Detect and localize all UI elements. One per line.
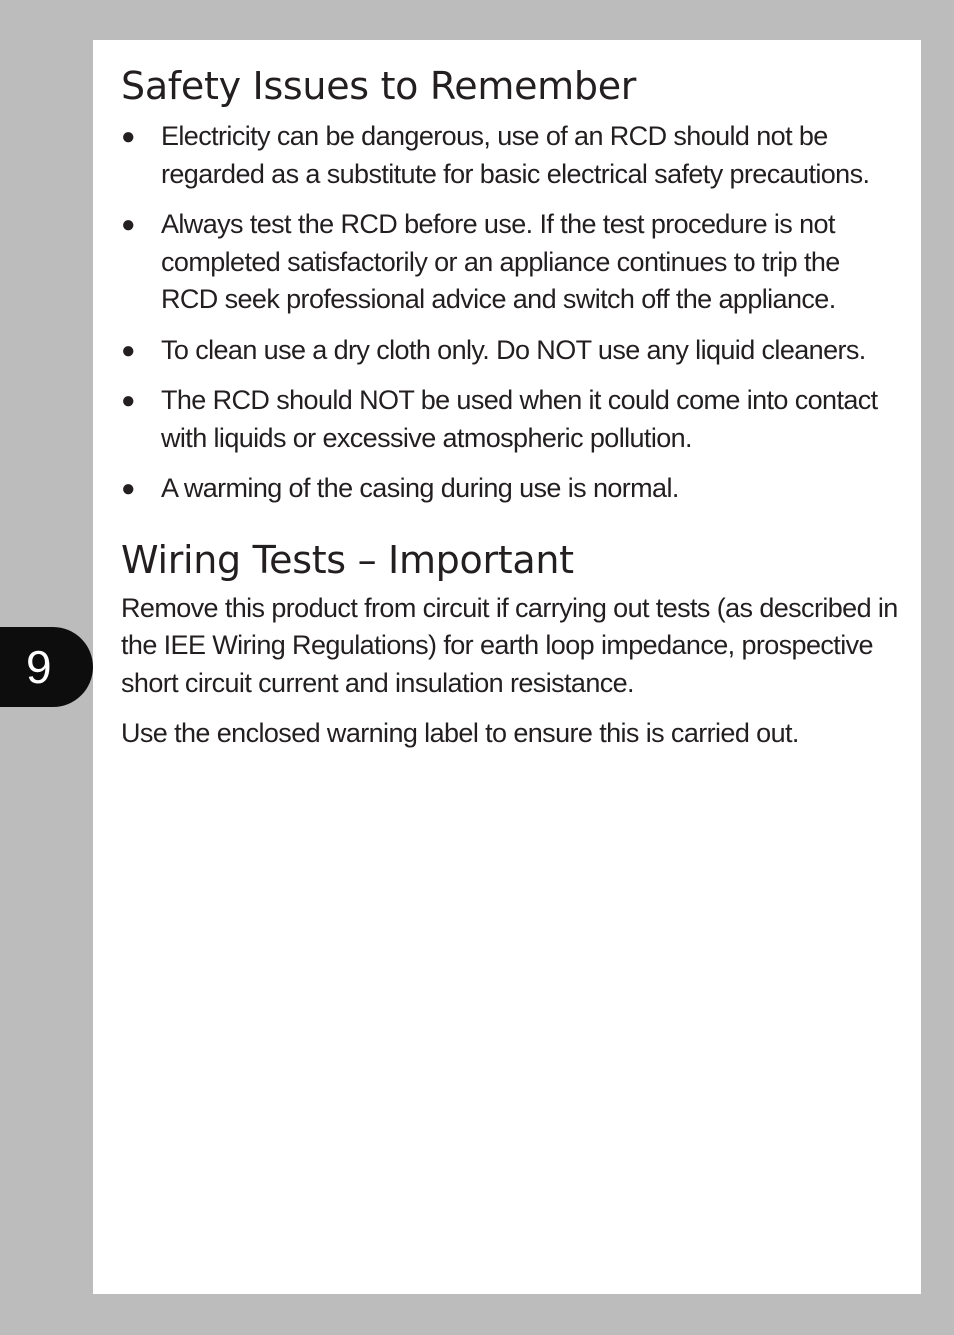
bullet-icon: ●: [121, 123, 135, 150]
list-item-text: To clean use a dry cloth only. Do NOT use any liquid cleaners.: [161, 334, 866, 365]
list-item-text: The RCD should NOT be used when it could come into contact with liquids or excessive atmospheric pollution.: [161, 385, 878, 453]
wiring-paragraph: Remove this product from circuit if carrying out tests (as described in the IEE Wiring Regulations) for earth loop impedance, prospective short circuit current and insulation resistance.: [121, 592, 898, 698]
list-item: [121, 206, 901, 319]
list-item: [121, 470, 901, 508]
page-content: [121, 62, 901, 753]
bullet-icon: ●: [121, 211, 135, 238]
section-title-safety: Safety Issues to Remember: [121, 64, 637, 108]
wiring-paragraph: Use the enclosed warning label to ensure this is carried out.: [121, 718, 799, 748]
section-title-wiring: Wiring Tests – Important: [121, 537, 574, 582]
list-item-text: Electricity can be dangerous, use of an RCD should not be regarded as a substitute for basic electrical safety precautions.: [161, 121, 870, 189]
bullet-icon: ●: [121, 387, 135, 414]
page-number-tab: [0, 627, 93, 707]
document-page: [93, 40, 921, 1294]
bullet-icon: ●: [121, 475, 135, 502]
list-item-text: A warming of the casing during use is normal.: [161, 473, 679, 503]
list-item-text: Always test the RCD before use. If the test procedure is not completed satisfactorily or an appliance continues to trip the RCD seek professional advice and switch off the appliance.: [161, 209, 840, 314]
safety-list: [121, 118, 901, 508]
list-item: [121, 118, 901, 193]
page-number: 9: [26, 641, 52, 693]
list-item: [121, 382, 901, 457]
list-item: [121, 332, 901, 370]
bullet-icon: ●: [121, 336, 135, 364]
